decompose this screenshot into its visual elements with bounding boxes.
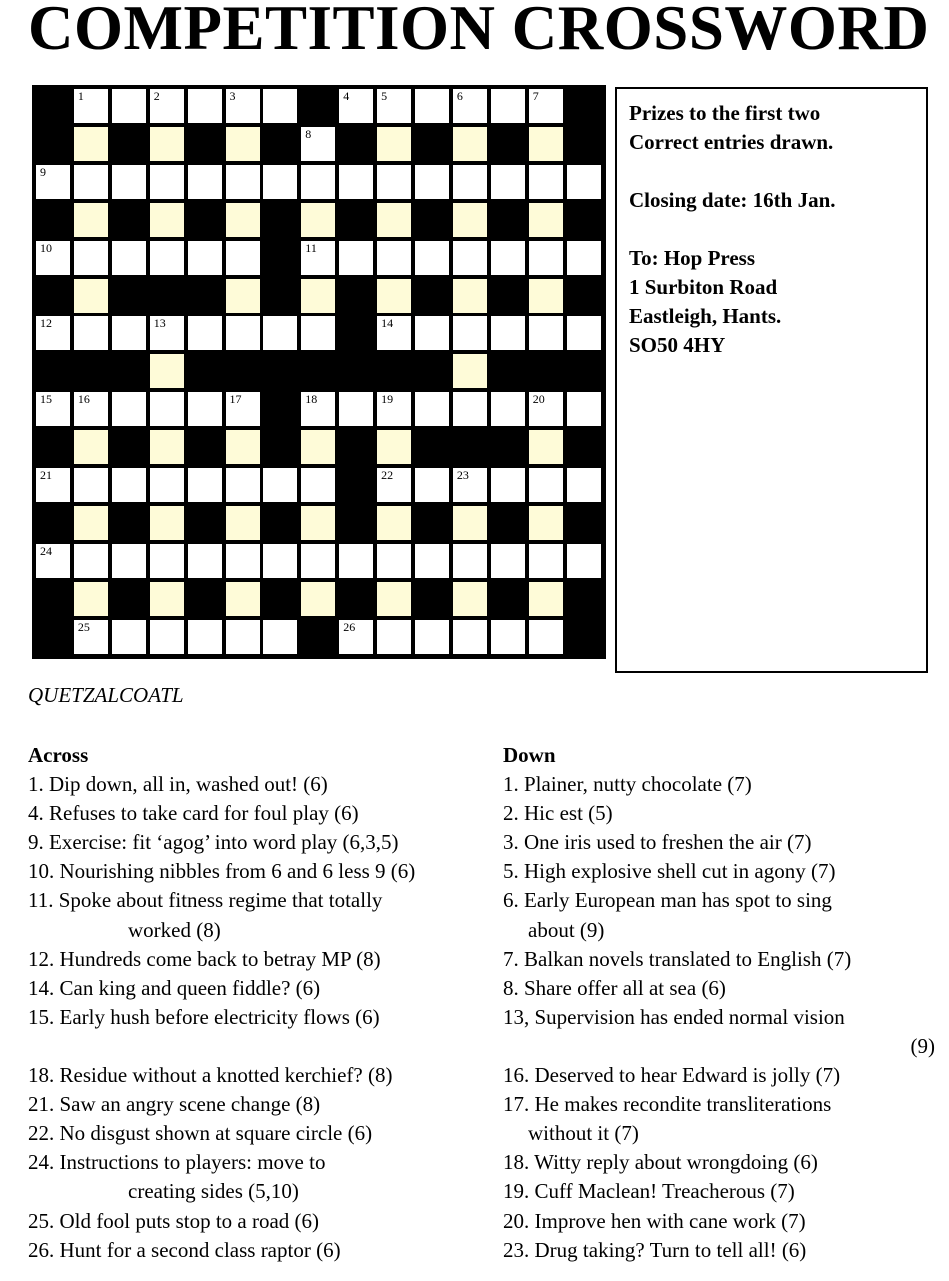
grid-cell-hidden-letter[interactable] xyxy=(74,430,108,464)
across-clue-10: 10. Nourishing nibbles from 6 and 6 less 9 (6) xyxy=(28,859,416,884)
grid-cell-hidden-letter[interactable] xyxy=(377,279,411,313)
grid-cell-hidden-letter[interactable] xyxy=(377,203,411,237)
grid-cell[interactable] xyxy=(339,89,373,123)
address-street: 1 Surbiton Road xyxy=(629,275,778,299)
grid-cell[interactable] xyxy=(567,544,601,578)
grid-cell[interactable] xyxy=(74,241,108,275)
grid-cell-hidden-letter[interactable] xyxy=(150,127,184,161)
grid-cell[interactable] xyxy=(567,392,601,426)
across-clue-1: 1. Dip down, all in, washed out! (6) xyxy=(28,772,328,797)
grid-cell[interactable] xyxy=(453,165,487,199)
grid-cell-hidden-letter[interactable] xyxy=(377,506,411,540)
clue-number: 4 xyxy=(343,89,350,103)
grid-cell-hidden-letter[interactable] xyxy=(453,354,487,388)
grid-cell[interactable] xyxy=(453,468,487,502)
grid-cell-hidden-letter[interactable] xyxy=(453,582,487,616)
grid-cell-hidden-letter[interactable] xyxy=(377,127,411,161)
grid-cell[interactable] xyxy=(377,620,411,654)
grid-cell[interactable] xyxy=(529,544,563,578)
clue-number: 26 xyxy=(343,619,356,634)
grid-cell[interactable] xyxy=(74,544,108,578)
grid-cell[interactable] xyxy=(188,468,222,502)
grid-cell[interactable] xyxy=(491,620,525,654)
down-clue-17-line1: 17. He makes recondite transliterations xyxy=(503,1092,832,1117)
grid-cell[interactable] xyxy=(150,89,184,123)
grid-cell-hidden-letter[interactable] xyxy=(529,127,563,161)
down-clue-1: 1. Plainer, nutty chocolate (7) xyxy=(503,772,752,797)
grid-cell[interactable] xyxy=(301,316,335,350)
down-clue-5: 5. High explosive shell cut in agony (7) xyxy=(503,859,836,884)
clue-number: 23 xyxy=(456,468,469,482)
grid-cell[interactable] xyxy=(453,544,487,578)
grid-cell[interactable] xyxy=(377,468,411,502)
grid-cell[interactable] xyxy=(415,316,449,350)
across-clue-21: 21. Saw an angry scene change (8) xyxy=(28,1092,321,1117)
clue-number: 16 xyxy=(77,392,90,407)
grid-cell-hidden-letter[interactable] xyxy=(529,203,563,237)
grid-cell[interactable] xyxy=(112,468,146,502)
grid-cell[interactable] xyxy=(188,165,222,199)
clue-number: 10 xyxy=(40,240,52,255)
grid-cell[interactable] xyxy=(226,620,260,654)
grid-cell[interactable] xyxy=(377,392,411,426)
grid-cell[interactable] xyxy=(415,241,449,275)
grid-cell-hidden-letter[interactable] xyxy=(453,279,487,313)
grid-cell[interactable] xyxy=(491,468,525,502)
down-clue-6 xyxy=(503,886,935,944)
clue-number: 12 xyxy=(40,316,52,331)
grid-cell[interactable] xyxy=(226,241,260,275)
across-clue-24 xyxy=(28,1148,498,1206)
grid-cell[interactable] xyxy=(377,89,411,123)
grid-cell-hidden-letter[interactable] xyxy=(226,582,260,616)
grid-cell[interactable] xyxy=(150,165,184,199)
across-clue-26: 26. Hunt for a second class raptor (6) xyxy=(28,1237,341,1262)
grid-cell[interactable] xyxy=(339,241,373,275)
grid-cell[interactable] xyxy=(529,392,563,426)
closing-date: Closing date: 16th Jan. xyxy=(629,188,836,212)
grid-cell[interactable] xyxy=(188,392,222,426)
down-clue-7: 7. Balkan novels translated to English (7) xyxy=(503,946,852,971)
grid-cell[interactable] xyxy=(567,241,601,275)
clue-number: 14 xyxy=(381,316,394,331)
grid-cell[interactable] xyxy=(453,89,487,123)
prize-line-2: Correct entries drawn. xyxy=(629,130,834,154)
grid-cell[interactable] xyxy=(339,392,373,426)
grid-cell[interactable] xyxy=(36,241,70,275)
grid-cell-hidden-letter[interactable] xyxy=(529,430,563,464)
down-clue-19: 19. Cuff Maclean! Treacherous (7) xyxy=(503,1179,795,1204)
grid-cell-hidden-letter[interactable] xyxy=(529,279,563,313)
grid-cell[interactable] xyxy=(491,89,525,123)
grid-cell[interactable] xyxy=(567,468,601,502)
grid-cell[interactable] xyxy=(112,165,146,199)
down-clue-13-line1: 13, Supervision has ended normal vision xyxy=(503,1004,845,1029)
grid-cell[interactable] xyxy=(36,392,70,426)
grid-cell[interactable] xyxy=(226,468,260,502)
grid-cell[interactable] xyxy=(491,544,525,578)
across-clue-24-line2: creating sides (5,10) xyxy=(128,1179,299,1204)
grid-cell[interactable] xyxy=(263,89,297,123)
grid-cell[interactable] xyxy=(112,620,146,654)
grid-cell[interactable] xyxy=(112,392,146,426)
across-clue-14: 14. Can king and queen fiddle? (6) xyxy=(28,975,321,1000)
clue-number: 3 xyxy=(229,89,236,103)
competition-info-box xyxy=(615,87,928,673)
across-clue-24-line1: 24. Instructions to players: move to xyxy=(28,1150,326,1175)
down-clue-16: 16. Deserved to hear Edward is jolly (7) xyxy=(503,1063,841,1088)
grid-cell-hidden-letter[interactable] xyxy=(301,279,335,313)
down-clue-23: 23. Drug taking? Turn to tell all! (6) xyxy=(503,1237,807,1262)
across-clue-25: 25. Old fool puts stop to a road (6) xyxy=(28,1208,320,1233)
grid-cell-hidden-letter[interactable] xyxy=(529,506,563,540)
down-heading: Down xyxy=(503,743,556,767)
grid-cell[interactable] xyxy=(301,165,335,199)
page-title: COMPETITION CROSSWORD xyxy=(28,0,930,63)
clue-number: 19 xyxy=(381,392,394,407)
clue-number: 24 xyxy=(40,543,52,558)
grid-cell[interactable] xyxy=(301,544,335,578)
grid-cell[interactable] xyxy=(529,241,563,275)
grid-cell[interactable] xyxy=(188,316,222,350)
grid-cell[interactable] xyxy=(529,468,563,502)
grid-cell[interactable] xyxy=(301,468,335,502)
grid-cell[interactable] xyxy=(301,392,335,426)
across-clue-9: 9. Exercise: fit ‘agog’ into word play (6,3,5) xyxy=(28,830,399,855)
grid-cell-hidden-letter[interactable] xyxy=(150,354,184,388)
grid-cell[interactable] xyxy=(112,89,146,123)
grid-cell[interactable] xyxy=(74,89,108,123)
grid-cell[interactable] xyxy=(150,241,184,275)
grid-cell[interactable] xyxy=(377,316,411,350)
grid-cell[interactable] xyxy=(491,316,525,350)
grid-cell-hidden-letter[interactable] xyxy=(377,430,411,464)
down-clue-17-line2: without it (7) xyxy=(528,1121,639,1146)
grid-cell[interactable] xyxy=(567,316,601,350)
grid-cell-hidden-letter[interactable] xyxy=(226,203,260,237)
grid-cell-hidden-letter[interactable] xyxy=(453,506,487,540)
grid-cell[interactable] xyxy=(150,316,184,350)
across-heading: Across xyxy=(28,743,89,767)
grid-cell-hidden-letter[interactable] xyxy=(226,279,260,313)
down-clue-18: 18. Witty reply about wrongdoing (6) xyxy=(503,1150,818,1175)
grid-cell-hidden-letter[interactable] xyxy=(150,506,184,540)
crossword-grid[interactable] xyxy=(32,85,606,659)
grid-cell[interactable] xyxy=(453,620,487,654)
grid-cell[interactable] xyxy=(529,89,563,123)
across-clue-11-line2: worked (8) xyxy=(128,917,221,942)
grid-cell[interactable] xyxy=(491,241,525,275)
grid-cell-hidden-letter[interactable] xyxy=(74,127,108,161)
grid-cell[interactable] xyxy=(188,544,222,578)
grid-cell-hidden-letter[interactable] xyxy=(74,506,108,540)
grid-cell-hidden-letter[interactable] xyxy=(226,430,260,464)
grid-cell[interactable] xyxy=(415,468,449,502)
down-clue-3: 3. One iris used to freshen the air (7) xyxy=(503,830,812,855)
grid-cell[interactable] xyxy=(112,316,146,350)
grid-cell[interactable] xyxy=(226,316,260,350)
grid-cell[interactable] xyxy=(415,89,449,123)
grid-cell[interactable] xyxy=(36,165,70,199)
grid-cell[interactable] xyxy=(377,241,411,275)
grid-cell-hidden-letter[interactable] xyxy=(150,430,184,464)
grid-cell[interactable] xyxy=(263,620,297,654)
across-clue-11-line1: 11. Spoke about fitness regime that totally xyxy=(28,888,383,913)
grid-cell-hidden-letter[interactable] xyxy=(74,203,108,237)
clue-number: 13 xyxy=(153,316,166,331)
grid-cell[interactable] xyxy=(188,241,222,275)
grid-cell[interactable] xyxy=(491,165,525,199)
address-postcode: SO50 4HY xyxy=(629,333,726,357)
grid-cell-hidden-letter[interactable] xyxy=(74,582,108,616)
down-clues xyxy=(503,741,935,1265)
grid-cell[interactable] xyxy=(150,468,184,502)
clue-number: 2 xyxy=(153,89,160,103)
across-clue-22: 22. No disgust shown at square circle (6) xyxy=(28,1121,373,1146)
grid-cell-hidden-letter[interactable] xyxy=(301,582,335,616)
clue-number: 15 xyxy=(40,392,52,407)
grid-cell[interactable] xyxy=(263,165,297,199)
grid-cell[interactable] xyxy=(339,165,373,199)
address-town: Eastleigh, Hants. xyxy=(629,304,782,328)
grid-cell[interactable] xyxy=(263,316,297,350)
clue-number: 17 xyxy=(229,392,242,407)
across-clue-11 xyxy=(28,886,498,944)
grid-cell[interactable] xyxy=(150,392,184,426)
clue-number: 5 xyxy=(381,89,388,103)
grid-cell[interactable] xyxy=(74,392,108,426)
clue-number: 1 xyxy=(77,89,84,103)
grid-cell[interactable] xyxy=(377,544,411,578)
prize-line-1: Prizes to the first two xyxy=(629,101,821,125)
grid-cell-hidden-letter[interactable] xyxy=(226,127,260,161)
grid-cell[interactable] xyxy=(188,620,222,654)
grid-cell-hidden-letter[interactable] xyxy=(529,582,563,616)
grid-cell[interactable] xyxy=(567,165,601,199)
down-clue-6-line1: 6. Early European man has spot to sing xyxy=(503,888,832,913)
down-clue-2: 2. Hic est (5) xyxy=(503,801,613,826)
grid-cell[interactable] xyxy=(453,392,487,426)
grid-cell[interactable] xyxy=(150,620,184,654)
grid-cell[interactable] xyxy=(226,544,260,578)
grid-cell[interactable] xyxy=(301,241,335,275)
grid-cell[interactable] xyxy=(226,165,260,199)
down-clue-13-line2: (9) xyxy=(910,1033,935,1058)
clue-number: 6 xyxy=(456,89,463,103)
clue-number: 8 xyxy=(305,126,312,141)
grid-cell[interactable] xyxy=(112,544,146,578)
across-clue-15: 15. Early hush before electricity flows (6) xyxy=(28,1004,380,1029)
clue-number: 22 xyxy=(381,468,394,482)
clue-number: 7 xyxy=(532,89,539,103)
grid-cell-hidden-letter[interactable] xyxy=(74,279,108,313)
grid-cell[interactable] xyxy=(415,544,449,578)
grid-cell[interactable] xyxy=(339,620,373,654)
answer-word: QUETZALCOATL xyxy=(28,683,184,707)
grid-cell[interactable] xyxy=(529,620,563,654)
grid-cell[interactable] xyxy=(36,544,70,578)
grid-cell-hidden-letter[interactable] xyxy=(301,203,335,237)
down-clue-6-line2: about (9) xyxy=(528,917,605,942)
grid-cell[interactable] xyxy=(301,127,335,161)
down-clue-8: 8. Share offer all at sea (6) xyxy=(503,975,726,1000)
clue-number: 9 xyxy=(40,164,46,179)
grid-cell-hidden-letter[interactable] xyxy=(150,203,184,237)
grid-cell[interactable] xyxy=(263,468,297,502)
grid-cell[interactable] xyxy=(150,544,184,578)
across-clues xyxy=(28,741,498,1265)
grid-cell[interactable] xyxy=(188,89,222,123)
across-clue-12: 12. Hundreds come back to betray MP (8) xyxy=(28,946,381,971)
down-clue-13 xyxy=(503,1003,935,1061)
grid-cell[interactable] xyxy=(339,544,373,578)
grid-cell[interactable] xyxy=(226,89,260,123)
clue-number: 20 xyxy=(532,392,545,407)
grid-cell-hidden-letter[interactable] xyxy=(226,506,260,540)
across-clue-18: 18. Residue without a knotted kerchief? (8) xyxy=(28,1063,393,1088)
clue-number: 21 xyxy=(40,468,52,482)
grid-cell[interactable] xyxy=(491,392,525,426)
grid-cell[interactable] xyxy=(529,316,563,350)
clue-number: 11 xyxy=(305,240,317,255)
grid-cell-hidden-letter[interactable] xyxy=(301,430,335,464)
grid-cell[interactable] xyxy=(74,316,108,350)
grid-cell-hidden-letter[interactable] xyxy=(453,127,487,161)
address-recipient: To: Hop Press xyxy=(629,246,756,270)
grid-cell[interactable] xyxy=(377,165,411,199)
grid-cell-hidden-letter[interactable] xyxy=(150,582,184,616)
grid-cell[interactable] xyxy=(415,392,449,426)
clue-number: 25 xyxy=(77,619,90,634)
grid-cell[interactable] xyxy=(453,316,487,350)
across-clue-4: 4. Refuses to take card for foul play (6) xyxy=(28,801,359,826)
clue-number: 18 xyxy=(305,392,318,407)
grid-cell[interactable] xyxy=(36,316,70,350)
grid-cell[interactable] xyxy=(415,620,449,654)
down-clue-17 xyxy=(503,1090,935,1148)
grid-cell[interactable] xyxy=(415,165,449,199)
grid-cell[interactable] xyxy=(74,468,108,502)
grid-cell[interactable] xyxy=(74,620,108,654)
grid-cell[interactable] xyxy=(112,241,146,275)
grid-cell[interactable] xyxy=(263,544,297,578)
grid-cell[interactable] xyxy=(36,468,70,502)
grid-cell-hidden-letter[interactable] xyxy=(301,506,335,540)
grid-cell-hidden-letter[interactable] xyxy=(453,203,487,237)
grid-cell[interactable] xyxy=(226,392,260,426)
grid-cell[interactable] xyxy=(74,165,108,199)
down-clue-20: 20. Improve hen with cane work (7) xyxy=(503,1208,806,1233)
grid-cell-hidden-letter[interactable] xyxy=(377,582,411,616)
grid-cell[interactable] xyxy=(453,241,487,275)
grid-cell[interactable] xyxy=(529,165,563,199)
